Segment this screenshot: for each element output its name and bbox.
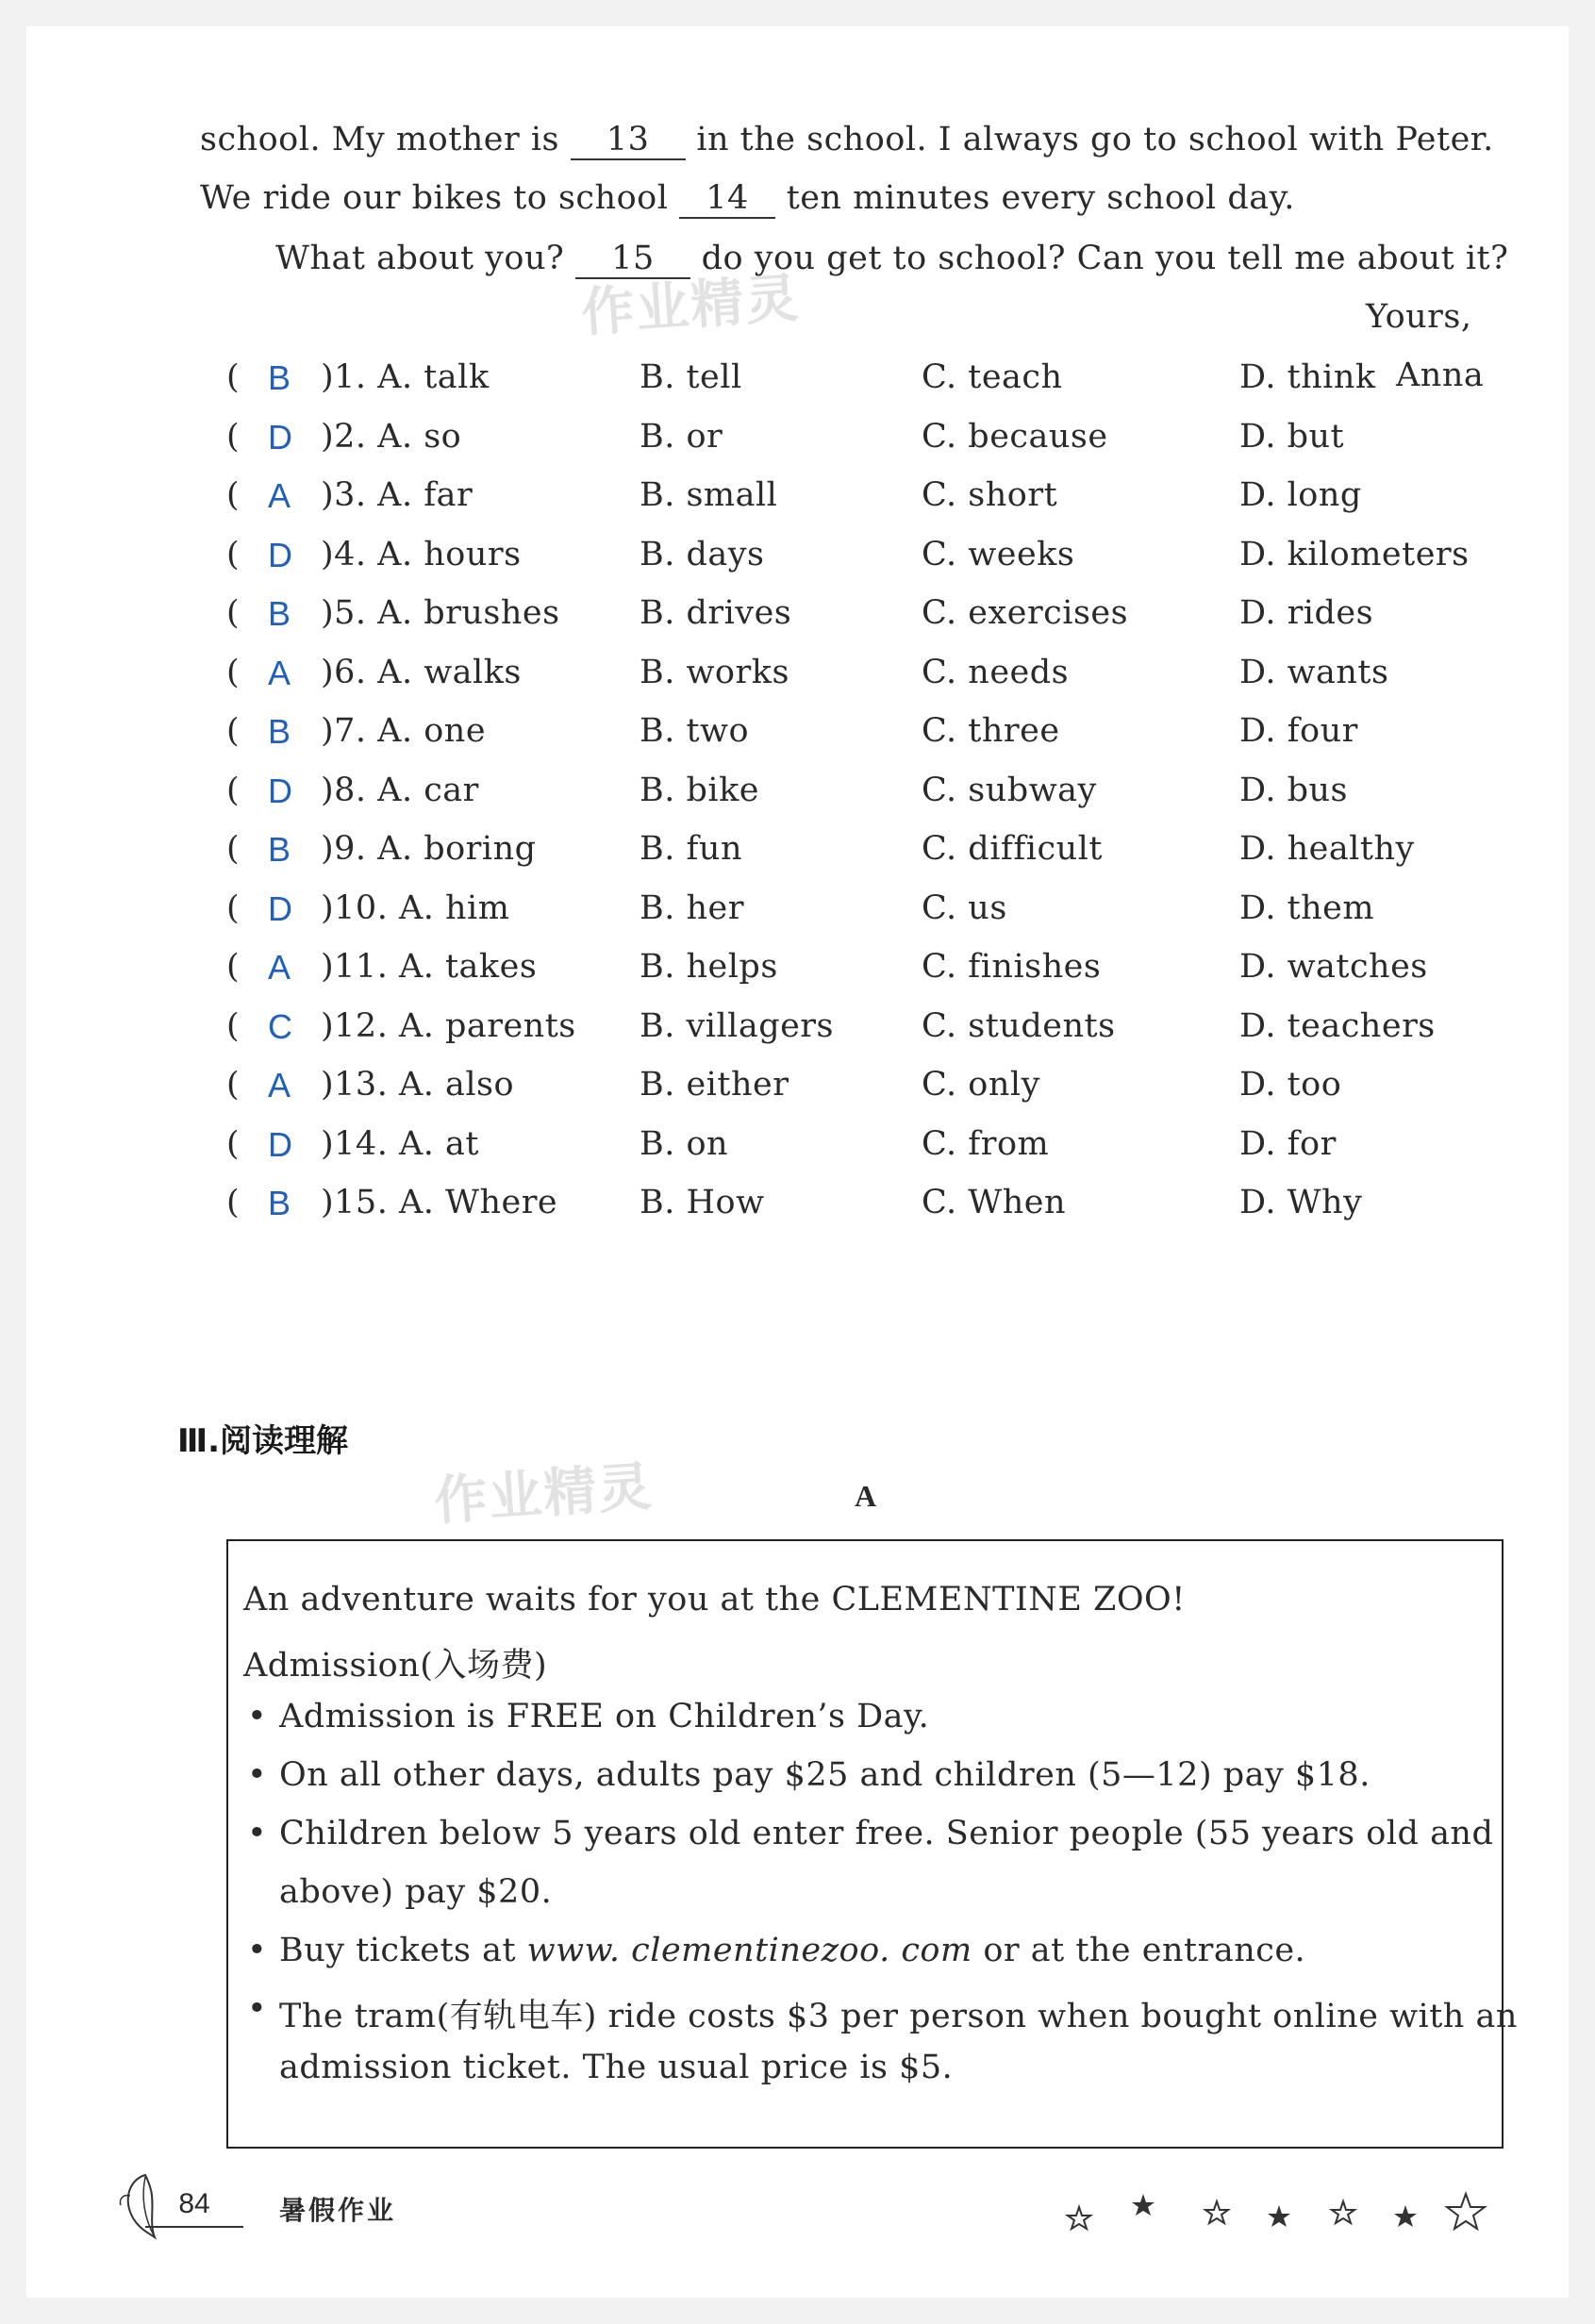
option-c: C. short	[922, 476, 1058, 514]
watermark: 作业精灵	[432, 1455, 656, 1534]
answer-letter: B	[268, 830, 291, 869]
answer-letter: D	[268, 888, 293, 928]
star-icon	[1205, 2201, 1228, 2223]
option-b: B. or	[640, 417, 723, 456]
option-c: C. difficult	[922, 830, 1103, 868]
ad-bullet-1: Admission is FREE on Children’s Day.	[279, 1698, 930, 1735]
answer-letter: D	[268, 417, 293, 456]
option-a: )11. A. takes	[321, 948, 538, 986]
option-d: D. rides	[1239, 594, 1374, 632]
option-b: B. either	[640, 1066, 789, 1104]
bullet-icon: •	[247, 1932, 267, 1969]
ad-bullet-5-line2: admission ticket. The usual price is $5.	[279, 2049, 954, 2086]
text: What about you?	[275, 240, 565, 277]
page	[26, 26, 1569, 2298]
option-d: D. but	[1239, 417, 1345, 456]
option-b: B. bike	[640, 771, 759, 809]
answer-letter: C	[268, 1006, 293, 1046]
text: in the school. I always go to school with Peter.	[696, 121, 1494, 158]
footer	[26, 2167, 1569, 2243]
option-d: D. too	[1239, 1066, 1342, 1104]
option-c: C. needs	[922, 653, 1070, 691]
option-c: C. us	[922, 888, 1007, 927]
paren-open: (	[226, 712, 241, 750]
ad-admission-title: Admission(入场费)	[243, 1647, 548, 1685]
paren-open: (	[226, 1006, 241, 1045]
paren-open: (	[226, 830, 241, 868]
option-a: )2. A. so	[321, 417, 462, 456]
option-c: C. teach	[922, 358, 1063, 396]
ad-bullet-3-line1: Children below 5 years old enter free. Senior people (55 years old and	[279, 1815, 1494, 1852]
star-icon	[1447, 2194, 1485, 2229]
star-icon	[1132, 2194, 1155, 2216]
letter-signature: Anna	[1396, 357, 1485, 394]
answer-letter: A	[268, 1066, 291, 1104]
blank-14: 14	[679, 179, 775, 219]
option-b: B. two	[640, 712, 750, 750]
option-d: D. think	[1239, 358, 1376, 396]
paren-open: (	[226, 476, 241, 514]
star-icon	[1394, 2205, 1417, 2227]
answer-letter: D	[268, 535, 293, 574]
option-d: D. kilometers	[1239, 535, 1470, 573]
option-d: D. Why	[1239, 1184, 1363, 1221]
ad-bullet-5-line1: The tram(有轨电车) ride costs $3 per person when bought online with an	[279, 1998, 1518, 2035]
option-a: )3. A. far	[321, 476, 474, 514]
option-a: )7. A. one	[321, 712, 487, 750]
option-b: B. How	[640, 1184, 765, 1221]
answer-letter: B	[268, 358, 291, 397]
option-d: D. watches	[1239, 948, 1428, 986]
page-number: 84	[145, 2183, 243, 2228]
blank-15: 15	[575, 240, 690, 279]
answer-letter: B	[268, 594, 291, 633]
option-c: C. three	[922, 712, 1060, 750]
passage-label: A	[855, 1479, 877, 1513]
option-c: C. students	[922, 1006, 1116, 1045]
bullet-icon: •	[247, 1990, 267, 2028]
text: We ride our bikes to school	[200, 179, 669, 217]
option-c: C. from	[922, 1124, 1050, 1163]
option-c: C. weeks	[922, 535, 1075, 573]
letter-line-2	[200, 179, 1295, 219]
text: Buy tickets at	[279, 1932, 517, 1969]
text: do you get to school? Can you tell me about it?	[701, 240, 1509, 277]
paren-open: (	[226, 1124, 241, 1163]
ad-bullet-3-line2: above) pay $20.	[279, 1873, 553, 1911]
option-c: C. because	[922, 417, 1108, 456]
option-a: )1. A. talk	[321, 358, 490, 396]
star-decoration	[1064, 2177, 1498, 2233]
watermark: 作业精灵	[579, 267, 803, 345]
letter-line-1	[200, 121, 1494, 160]
star-icon	[1332, 2201, 1354, 2223]
option-d: D. four	[1239, 712, 1358, 750]
bullet-icon: •	[247, 1815, 267, 1852]
option-b: B. works	[640, 653, 789, 691]
answer-letter: D	[268, 771, 293, 810]
option-d: D. for	[1239, 1124, 1337, 1163]
option-c: C. only	[922, 1066, 1040, 1104]
answer-letter: A	[268, 948, 291, 987]
option-a: )15. A. Where	[321, 1184, 558, 1221]
paren-open: (	[226, 1066, 241, 1104]
option-b: B. days	[640, 535, 765, 573]
zoo-ad-box	[226, 1539, 1518, 2149]
option-d: D. bus	[1239, 771, 1348, 809]
option-c: C. exercises	[922, 594, 1129, 632]
option-b: B. small	[640, 476, 778, 514]
option-c: C. finishes	[922, 948, 1102, 986]
option-a: )8. A. car	[321, 771, 479, 809]
star-icon	[1068, 2207, 1090, 2229]
paren-open: (	[226, 653, 241, 691]
answer-letter: A	[268, 653, 291, 692]
paren-open: (	[226, 358, 241, 396]
option-a: )13. A. also	[321, 1066, 515, 1104]
option-a: )9. A. boring	[321, 830, 537, 868]
option-b: B. villagers	[640, 1006, 835, 1045]
letter-closing: Yours,	[1366, 298, 1472, 336]
option-b: B. helps	[640, 948, 778, 986]
paren-open: (	[226, 535, 241, 573]
paren-open: (	[226, 948, 241, 986]
paren-open: (	[226, 888, 241, 927]
paren-open: (	[226, 1184, 241, 1221]
star-icon	[1268, 2205, 1290, 2227]
answer-letter: B	[268, 712, 291, 751]
option-a: )6. A. walks	[321, 653, 522, 691]
option-b: B. drives	[640, 594, 792, 632]
letter-line-3	[275, 240, 1508, 279]
bullet-icon: •	[247, 1698, 267, 1735]
zoo-url: www. clementinezoo. com	[526, 1932, 972, 1969]
answer-letter: A	[268, 476, 291, 515]
option-d: D. teachers	[1239, 1006, 1436, 1045]
option-d: D. wants	[1239, 653, 1389, 691]
answer-letter: D	[268, 1124, 293, 1164]
footer-title: 暑假作业	[279, 2195, 397, 2226]
option-c: C. When	[922, 1184, 1067, 1221]
option-b: B. fun	[640, 830, 743, 868]
text: or at the entrance.	[983, 1932, 1306, 1969]
ad-bullet-2: On all other days, adults pay $25 and children (5—12) pay $18.	[279, 1756, 1371, 1794]
blank-13: 13	[571, 121, 686, 160]
option-a: )5. A. brushes	[321, 594, 560, 632]
option-a: )10. A. him	[321, 888, 510, 927]
option-a: )4. A. hours	[321, 535, 522, 573]
text: school. My mother is	[200, 121, 560, 158]
section-heading: Ⅲ.阅读理解	[177, 1422, 349, 1460]
answer-letter: B	[268, 1184, 291, 1222]
option-b: B. tell	[640, 358, 742, 396]
paren-open: (	[226, 771, 241, 809]
option-d: D. long	[1239, 476, 1362, 514]
text: ten minutes every school day.	[786, 179, 1295, 217]
paren-open: (	[226, 594, 241, 632]
option-a: )12. A. parents	[321, 1006, 576, 1045]
option-b: B. on	[640, 1124, 729, 1163]
option-b: B. her	[640, 888, 744, 927]
option-d: D. them	[1239, 888, 1375, 927]
bullet-icon: •	[247, 1756, 267, 1794]
ad-bullet-4	[279, 1932, 1305, 1969]
option-c: C. subway	[922, 771, 1097, 809]
option-d: D. healthy	[1239, 830, 1415, 868]
option-a: )14. A. at	[321, 1124, 479, 1163]
paren-open: (	[226, 417, 241, 456]
ad-intro: An adventure waits for you at the CLEMENTINE ZOO!	[243, 1581, 1186, 1618]
